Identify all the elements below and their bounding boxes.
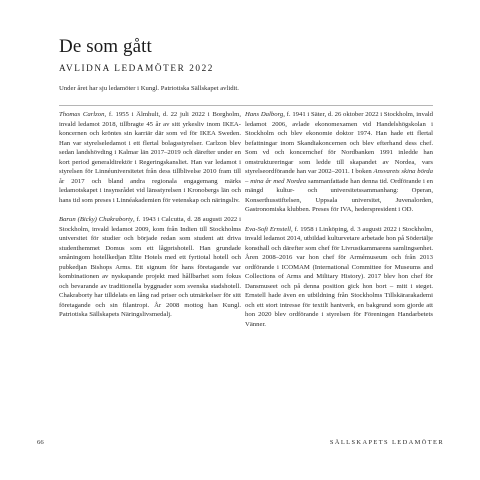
obituary-name: Eva-Sofi Ernstell [245, 225, 292, 233]
obituary-entry-chakraborty [59, 215, 241, 320]
intro-text: Under året har sju ledamöter i Kungl. Patriotiska Sällskapet avlidit. [59, 85, 239, 92]
book-title: Ansvarets skina börda – mina år med Nordea [245, 168, 433, 185]
page-number: 66 [37, 439, 44, 446]
obituary-body: , f. 1955 i Älmhult, d. 22 juli 2022 i Borgholm, invald ledamot 2018, tillbragte 45 år av sitt yrkesliv inom IKEA-koncernen och kröntes sin karriär där som vd för IKEA Sweden. Han var styrelseledamot i ett flertal bolagsstyrelser. Carlzon blev sedan landshövding i Kalmar län 2017–2019 och därefter under en kort period generaldirektör i Regeringskansliet. Han var ledamot i styrelsen för Linnéuniversitetet från dess tillblivelse 2010 fram till år 2017 och bland andra regionala engagemang märks ledamotskapet i insynsrådet vid länsstyrelsen i Kronobergs län och hans tid som preses i Linnéakademien för vetenskap och näringsliv. [59, 111, 241, 204]
obituary-entry-carlzon [59, 110, 241, 205]
running-head: SÄLLSKAPETS LEDAMÖTER [329, 439, 444, 446]
obituary-name: Thomas Carlzon [59, 111, 105, 118]
obituary-entry-ernstell [245, 225, 433, 330]
obituary-body: , f. 1943 i Calcutta, d. 28 augusti 2022 i Stockholm, invald ledamot 2009, kom från Indien till Stockholms universitet för studier och började redan som student att driva studenthemmet Domus som ett lågprishotell. Han grundade småningom hotellkedjan Elite Hotels med ett fyrtiotal hotell och pubkedjan Bishops Arms. Ett signum för hans företagande var kombinationen av nyskapande projekt med hållbarhet som fokus och bevarande av traditionella byggnader som svenska stadshotell. Chakraborty har tilldelats en lång rad priser och utmärkelser för sitt företagande och sin filantropi. År 2008 mottog han Kungl. Patriotiska Sällskapets Näringslivsmedalj. [59, 216, 241, 318]
obituary-entry-dalborg [245, 110, 433, 215]
obituary-name: Barun (Bicky) Chakraborty [59, 216, 133, 223]
obituary-body-cont: sammanfattade han denna tid. Ordförande i en mängd kultur- och universitetssammanhang: Operan, Konserthusstiftelsen, Uppsala universitet, Juvenalorden, Gastronomiska klubben. Preses för IVA, hederspresident i OD. [245, 177, 433, 213]
divider-line [59, 105, 433, 106]
page-title: De som gått [59, 36, 152, 57]
obituary-body: , f. 1941 i Säter, d. 26 oktober 2022 i Stockholm, invald ledamot 2006, avlade ekonomexamen vid Handelshögskolan i Stockholm och blev ekonomie doktor 1974. Han hade ett flertal befattningar inom Skandiakoncernen och blev efterhand dess chef. Som vd och koncernchef för Nordbanken 1991 inledde han omstruktureringar som ledde till skapandet av Nordea, vars styrelseordförande han var 2002–2011. I boken [245, 111, 433, 175]
left-column [59, 110, 241, 330]
right-column [245, 110, 433, 339]
obituary-name: Hans Dalborg [245, 111, 284, 118]
obituary-body: , f. 1958 i Linköping, d. 3 augusti 2022 i Stockholm, invald ledamot 2014, utbildad kulturvetare arbetade hon på Södertälje konsthall och därefter som chef för Livrustkammarens samlingsenhet. Åren 2008–2016 var hon chef för Armémuseum och från 2013 ordförande i ICOMAM (International Committee for Museums and Collections of Arms and Military History). 2017 blev hon chef för Dansmuseet och på denna position gick hon bort – mitt i steget. Ernstell hade även en utbildning från Stockholms Tillskärarakademi och ett stort intresse för textilt hantverk, en bakgrund som gjorde att hon 2020 blev ordförande i styrelsen för Föreningen Handarbetets Vänner. [245, 225, 433, 328]
page-subtitle: AVLIDNA LEDAMÖTER 2022 [59, 63, 214, 73]
